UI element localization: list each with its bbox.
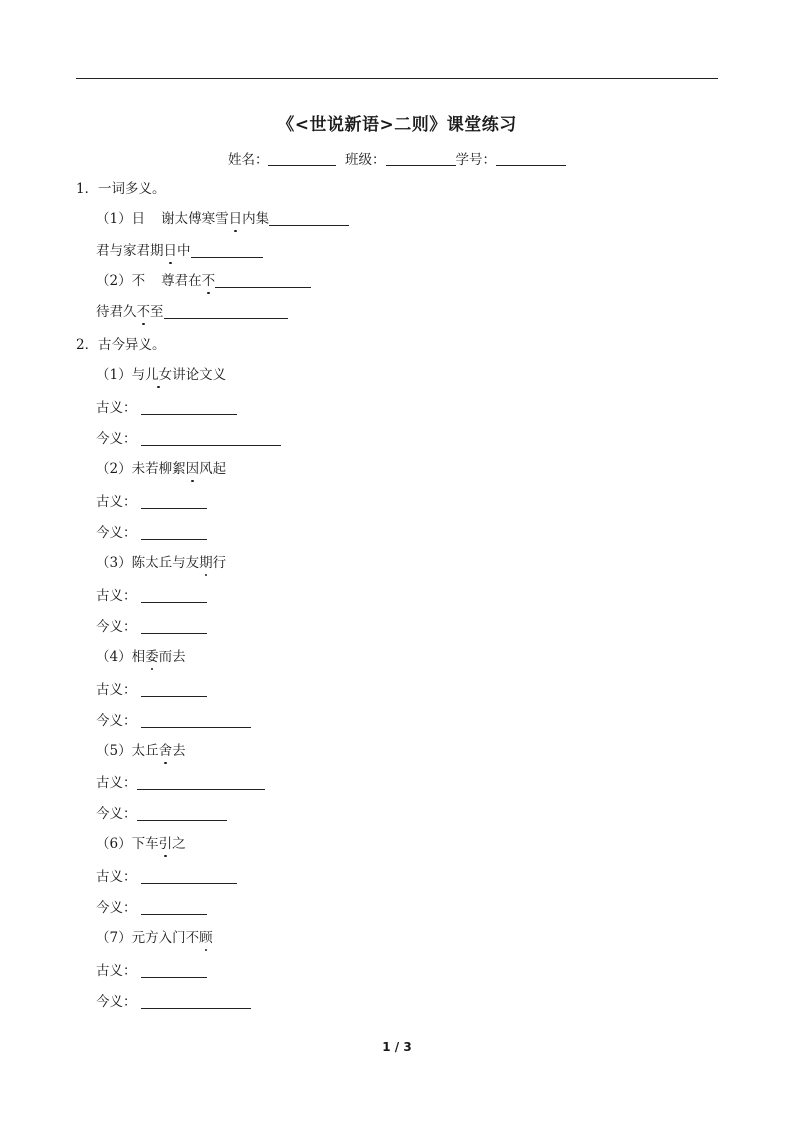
answer-blank[interactable]: [141, 899, 207, 915]
q2-item-prefix: （1）与: [96, 367, 146, 383]
q1-s1a-emph: 日: [228, 211, 243, 227]
answer-blank[interactable]: [141, 962, 207, 978]
q1-s1-label: （1）日: [96, 211, 146, 227]
q2-item-emph: 引: [158, 836, 173, 852]
q2-item-emph: 委: [145, 649, 159, 665]
q2-item-1: [96, 365, 226, 385]
q2-item-prefix: （7）元方入门不: [96, 930, 200, 946]
answer-blank[interactable]: [215, 272, 311, 288]
q1-item-1a: [96, 209, 349, 229]
answer-blank[interactable]: [141, 587, 207, 603]
q2-heading-text: 古今异义。: [98, 337, 166, 353]
q1-item-1b: [96, 241, 263, 261]
q2-item-6: [96, 834, 186, 854]
gu-label: 古义：: [96, 494, 137, 510]
q1-s1b-pre: 君与家君期: [96, 243, 164, 259]
answer-blank[interactable]: [141, 493, 207, 509]
q2-item-suffix: 去: [172, 743, 186, 759]
q2-item-2-gu: [96, 492, 207, 512]
q2-item-suffix: 行: [212, 555, 227, 571]
answer-blank[interactable]: [137, 805, 227, 821]
q2-item-emph: 顾: [199, 930, 213, 946]
q2-item-suffix: 风起: [199, 461, 227, 477]
q2-item-4: [96, 647, 186, 667]
q2-item-5-jin: [96, 804, 227, 824]
answer-blank[interactable]: [141, 430, 281, 446]
q1-s1a-post: 内集: [242, 211, 270, 227]
answer-blank[interactable]: [164, 303, 288, 319]
jin-label: 今义：: [96, 806, 137, 822]
q2-item-3-jin: [96, 617, 207, 637]
q2-item-suffix: 而去: [158, 649, 186, 665]
q2-item-prefix: （3）陈太丘与友: [96, 555, 200, 571]
q1-s2b-pre: 待君久: [96, 304, 137, 320]
student-info-row: [0, 148, 794, 168]
q2-item-1-gu: [96, 398, 237, 418]
q2-item-2-jin: [96, 523, 207, 543]
q2-number: 2．: [76, 337, 99, 353]
q1-item-2b: [96, 302, 288, 322]
q1-s2b-emph: 不: [136, 304, 150, 320]
gu-label: 古义：: [96, 400, 137, 416]
gu-label: 古义：: [96, 682, 137, 698]
q1-s1b-emph: 日: [163, 243, 177, 259]
q2-item-7-jin: [96, 992, 251, 1012]
q1-number: 1．: [76, 181, 99, 197]
jin-label: 今义：: [96, 994, 137, 1010]
answer-blank[interactable]: [269, 210, 349, 226]
q2-item-emph: 因: [185, 461, 200, 477]
gu-label: 古义：: [96, 775, 137, 791]
answer-blank[interactable]: [141, 681, 207, 697]
jin-label: 今义：: [96, 431, 137, 447]
class-label: 班级：: [345, 152, 386, 168]
q2-item-prefix: （4）相: [96, 649, 146, 665]
name-label: 姓名：: [227, 152, 269, 168]
q2-item-emph: 舍: [158, 743, 173, 759]
jin-label: 今义：: [96, 525, 137, 541]
q1-s2b-post: 至: [150, 304, 164, 320]
page-title: 《<世说新语>二则》课堂练习: [277, 115, 517, 135]
answer-blank[interactable]: [191, 242, 263, 258]
q1-s2-label: （2）不: [96, 273, 146, 289]
name-blank[interactable]: [268, 151, 336, 166]
q2-item-suffix: 之: [172, 836, 186, 852]
q2-item-3: [96, 553, 226, 573]
q1-s1b-post: 中: [177, 243, 191, 259]
q1-s1a-pre: 谢太傅寒雪: [161, 211, 229, 227]
q1-heading: [76, 179, 166, 199]
jin-label: 今义：: [96, 900, 137, 916]
gu-label: 古义：: [96, 963, 137, 979]
answer-blank[interactable]: [141, 399, 237, 415]
class-blank[interactable]: [386, 151, 456, 166]
answer-blank[interactable]: [141, 618, 207, 634]
q2-item-7-gu: [96, 961, 207, 981]
answer-blank[interactable]: [137, 774, 265, 790]
id-blank[interactable]: [496, 151, 566, 166]
q2-item-emph: 期: [199, 555, 213, 571]
q2-item-6-jin: [96, 898, 207, 918]
gu-label: 古义：: [96, 869, 137, 885]
answer-blank[interactable]: [141, 868, 237, 884]
q2-item-6-gu: [96, 867, 237, 887]
q2-item-prefix: （6）下车: [96, 836, 159, 852]
q1-heading-text: 一词多义。: [98, 181, 166, 197]
q2-item-4-jin: [96, 711, 251, 731]
answer-blank[interactable]: [141, 993, 251, 1009]
q2-item-4-gu: [96, 680, 207, 700]
jin-label: 今义：: [96, 619, 137, 635]
q1-item-2a: [96, 271, 311, 291]
gu-label: 古义：: [96, 588, 137, 604]
q1-s2a-pre: 尊君在: [161, 273, 202, 289]
q2-item-5-gu: [96, 773, 265, 793]
id-label: 学号：: [455, 152, 497, 168]
q1-s2a-emph: 不: [201, 273, 216, 289]
q2-item-7: [96, 928, 213, 948]
q2-item-prefix: （5）太丘: [96, 743, 159, 759]
answer-blank[interactable]: [141, 712, 251, 728]
q2-item-5: [96, 741, 186, 761]
q2-item-1-jin: [96, 429, 281, 449]
q2-item-3-gu: [96, 586, 207, 606]
q2-item-suffix: 讲论文义: [172, 367, 227, 383]
page-number: 1 / 3: [382, 1040, 412, 1054]
q2-item-prefix: （2）未若柳絮: [96, 461, 186, 477]
answer-blank[interactable]: [141, 524, 207, 540]
q2-item-emph: 儿女: [145, 367, 173, 383]
q2-item-2: [96, 459, 226, 479]
header-rule: [76, 78, 718, 79]
q2-heading: [76, 335, 166, 355]
jin-label: 今义：: [96, 713, 137, 729]
